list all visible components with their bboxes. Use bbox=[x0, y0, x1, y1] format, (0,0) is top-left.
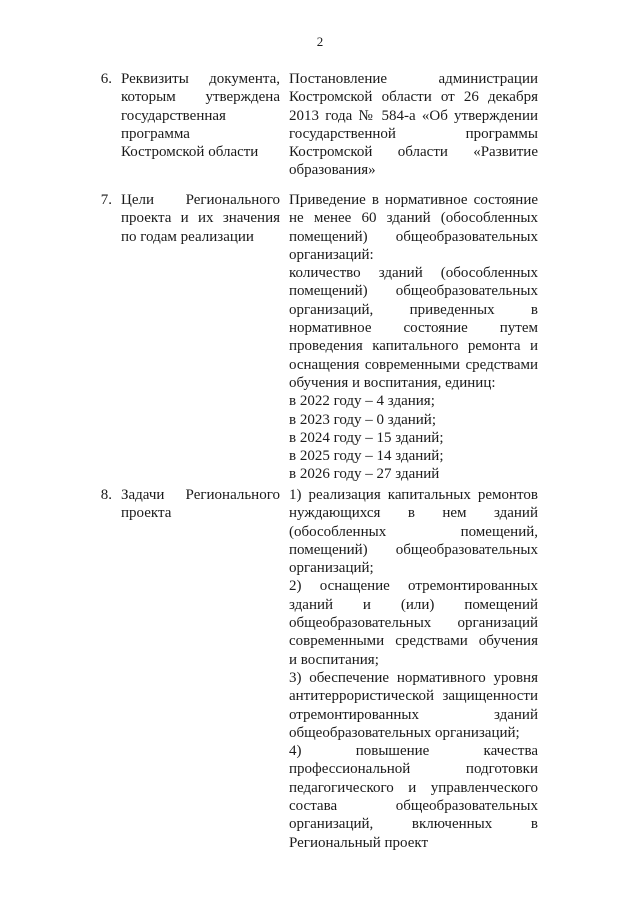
label-line: Реквизиты документа, bbox=[121, 71, 280, 87]
value-line: 4) повышение качества bbox=[289, 743, 538, 760]
value-line: не менее 60 зданий (обособленных bbox=[289, 210, 538, 227]
value-line: организаций; bbox=[289, 560, 374, 577]
value-line: антитеррористической защищенности bbox=[289, 688, 538, 705]
label-line: Цели Регионального bbox=[121, 192, 280, 208]
value-line: организаций, включенных в bbox=[289, 816, 538, 833]
value-line: 2013 года № 584-а «Об утверждении bbox=[289, 107, 538, 124]
value-line: организаций: bbox=[289, 246, 374, 263]
value-line: общеобразовательных организаций bbox=[289, 615, 538, 632]
value-line: нуждающихся в нем зданий bbox=[289, 505, 538, 522]
value-line: помещений) общеобразовательных bbox=[289, 228, 538, 245]
row-value bbox=[289, 70, 538, 180]
value-line: Костромской области «Развитие bbox=[289, 144, 538, 161]
value-line: состава общеобразовательных bbox=[289, 798, 538, 815]
value-line: организаций, приведенных в bbox=[289, 301, 538, 318]
label-line: Костромской области bbox=[121, 144, 259, 161]
value-line: (обособленных помещений, bbox=[289, 523, 538, 540]
value-line: в 2023 году – 0 зданий; bbox=[289, 411, 437, 428]
value-line: 2) оснащение отремонтированных bbox=[289, 578, 538, 595]
value-line: Региональный проект bbox=[289, 834, 429, 851]
value-line: государственной программы bbox=[289, 125, 538, 142]
value-line: 3) обеспечение нормативного уровня bbox=[289, 669, 538, 686]
value-line: в 2026 году – 27 зданий bbox=[289, 466, 440, 483]
label-line: которым утверждена bbox=[121, 89, 280, 106]
row-label bbox=[121, 486, 280, 523]
value-line: помещений) общеобразовательных bbox=[289, 283, 538, 300]
value-line: количество зданий (обособленных bbox=[289, 265, 538, 282]
value-line: 1) реализация капитальных ремонтов bbox=[289, 487, 538, 503]
value-line: Костромской области от 26 декабря bbox=[289, 89, 538, 106]
value-line: и воспитания; bbox=[289, 651, 379, 668]
value-line: педагогического и управленческого bbox=[289, 779, 538, 796]
value-line: нормативное состояние путем bbox=[289, 320, 538, 337]
value-line: проведения капитального ремонта и bbox=[289, 338, 538, 355]
label-line: по годам реализации bbox=[121, 228, 254, 245]
value-line: в 2024 году – 15 зданий; bbox=[289, 429, 444, 446]
value-line: отремонтированных зданий bbox=[289, 706, 538, 723]
row-number: 7. bbox=[100, 192, 112, 208]
value-line: помещений) общеобразовательных bbox=[289, 541, 538, 558]
value-line: оснащения современными средствами bbox=[289, 356, 538, 373]
label-line: Задачи Регионального bbox=[121, 487, 280, 503]
value-line: Постановление администрации bbox=[289, 71, 538, 87]
row-label bbox=[121, 191, 280, 246]
value-line: зданий и (или) помещений bbox=[289, 596, 538, 613]
label-line: программа bbox=[121, 125, 190, 142]
row-label bbox=[121, 70, 280, 161]
row-number: 6. bbox=[100, 71, 112, 87]
label-line: проекта и их значения bbox=[121, 210, 280, 227]
value-line: современными средствами обучения bbox=[289, 633, 538, 650]
value-line: обучения и воспитания, единиц: bbox=[289, 374, 496, 391]
page-number: 2 bbox=[316, 34, 324, 49]
row-value bbox=[289, 191, 538, 484]
label-line: проекта bbox=[121, 505, 172, 522]
value-line: в 2025 году – 14 зданий; bbox=[289, 448, 444, 465]
value-line: общеобразовательных организаций; bbox=[289, 724, 520, 741]
row-number: 8. bbox=[100, 487, 112, 503]
row-value bbox=[289, 486, 538, 852]
value-line: образования» bbox=[289, 162, 376, 179]
value-line: Приведение в нормативное состояние bbox=[289, 192, 538, 208]
value-line: профессиональной подготовки bbox=[289, 761, 538, 778]
value-line: в 2022 году – 4 здания; bbox=[289, 393, 435, 410]
label-line: государственная bbox=[121, 107, 226, 124]
